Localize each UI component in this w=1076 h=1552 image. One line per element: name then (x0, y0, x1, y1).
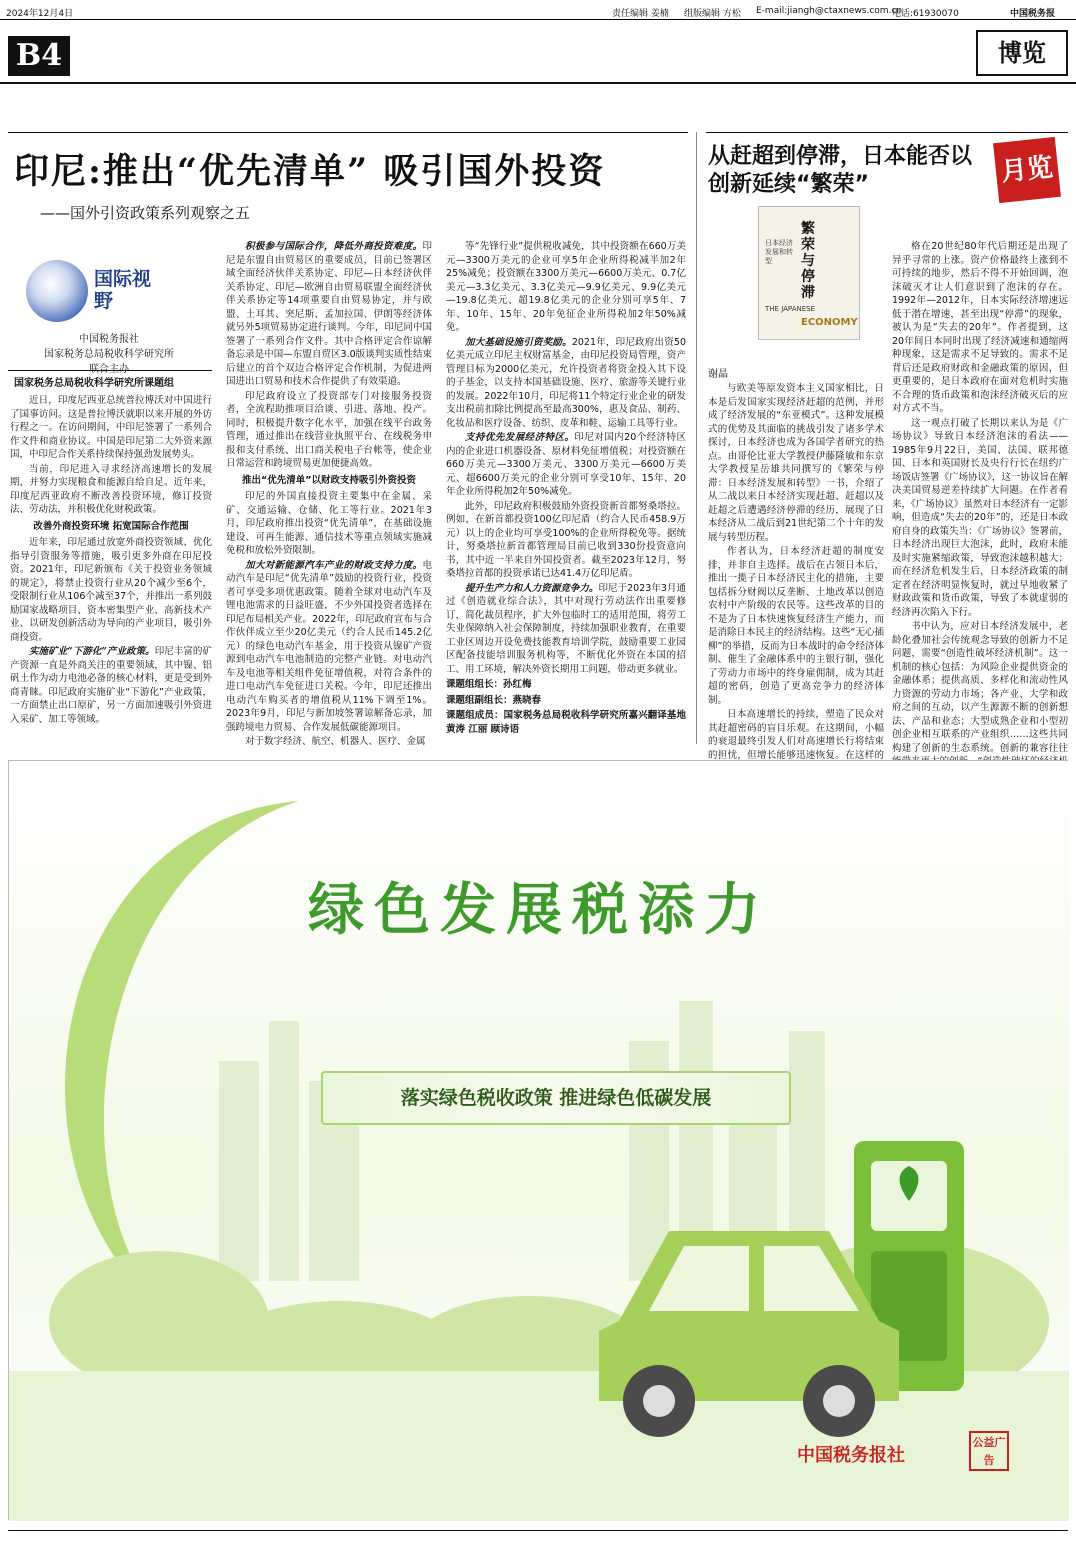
paragraph: 此外，印尼政府积极鼓励外资投资新首都努桑塔拉。例如，在新首都投资100亿印尼盾（约合人民币458.9万元）以上的企业均可享受100%的企业所得税免等。据统计，努桑塔拉新首都管理局目前已收到330份投资意向书，其中近一半来自外国投资者。截至2023年12月，努桑塔拉首都的投资承诺已达41.4万亿印尼盾。 (446, 500, 686, 579)
editor: 责任编辑 姜楠 (612, 9, 669, 19)
bottom-rule (8, 1530, 1068, 1531)
public-service-ad (8, 760, 1068, 1520)
email: E-mail:jiangh@ctaxnews.com.cn (756, 6, 903, 16)
column-stamp: 月览 (993, 137, 1061, 203)
layout-editor: 组版编辑 方松 (684, 9, 741, 19)
paragraph: 印尼的外国直接投资主要集中在金属、采矿、交通运输、仓储、化工等行业。2021年3月，印尼政府推出投资“优先清单”，在基础设施建设、可再生能源、通信技术等重点领域实施减免税和放松外资限制。 (226, 491, 432, 556)
lead-text: 积极参与国际合作，降低外商投资难度。 (245, 241, 423, 252)
page-number: B4 (8, 36, 70, 76)
ad-slogan: 落实绿色税收政策 推进绿色低碳发展 (321, 1071, 791, 1125)
article1-col3 (446, 240, 686, 744)
org-2: 国家税务总局税收科学研究所 (44, 349, 174, 360)
paper-name: 中国税务报 (1010, 9, 1056, 19)
credit-leader: 课题组组长：孙红梅 (446, 679, 532, 690)
ad-seal: 公益广告 (969, 1431, 1009, 1471)
top-rule-right (706, 132, 1068, 133)
header-bar (0, 0, 1076, 20)
byline: 国家税务总局税收科学研究所课题组 (14, 378, 174, 389)
lead-text: 支持优先发展经济特区。 (465, 432, 575, 443)
section-heading: 改善外商投资环境 拓宽国际合作范围 (33, 520, 189, 532)
paragraph: 对于数字经济、航空、机器人、医疗、金属 (245, 736, 426, 747)
para-text: 印尼是东盟自由贸易区的重要成员，目前已签署区域全面经济伙伴关系协定、印尼—日本经济伙伴关系协定、印尼—欧洲自由贸易联盟全面经济伙伴关系协定等14项重要自由贸易协定，并与欧盟、土耳其、突尼斯、孟加拉国、伊朗等经济体就另外5项贸易协定进行谈判。今年，印尼同中国签署了一系列合作文件。其中合格评定合作谅解备忘录是中国—东盟自贸区3.0版谈判实质性结束后建立的首个双边合格评定合作机制，为促进两国进出口贸易和技术合作提供了有效渠道。 (226, 241, 432, 387)
org-1: 中国税务报社 (79, 334, 139, 345)
masthead (0, 22, 1076, 84)
paragraph (446, 582, 686, 677)
para-text: 印尼丰富的矿产资源一直是外商关注的重要领域，其中镍、铝矾土作为动力电池必备的核心材料，更是受到外商青睐。印尼政府实施矿业“下游化”产业政策，一方面禁止出口原矿，另一方面加速吸引外资进入采矿、加工等领域。 (10, 646, 212, 725)
review-author: 谢晶 (708, 369, 728, 380)
paragraph (226, 240, 432, 389)
paragraph: 书中认为，应对日本经济发展中，老龄化叠加社会传统观念导致的创新力不足问题，需要“创造性破坏经济机制”。这一机制的核心包括：为风险企业提供资金的金融体系；提供高质、多样化和流动性风力资源的劳动力市场；各产业、大学和政府之间的互动，以产生源源不断的创新想法、产品和业态；大型成熟企业和小型初创企业相互联系的产业组织……这些共同构建了创新的生态系统。创新的兼容往往 (892, 621, 1068, 754)
paragraph: 等“先锋行业”提供税收减免，其中投资额在660万美元—3300万美元的企业可享5年企业所得税减半加2年25%减免；投资额在3300万美元—6600万美元、0.7亿美元—3.3亿美元、3.3亿美元—9.9亿美元、9.9亿美元—19.8亿美元、超19.8亿美元的企业分别可享5年、7年、10年、15年、20年免征企业所得税加2年50%减免。 (446, 241, 686, 333)
column-divider (696, 132, 697, 744)
article-title: 印尼:推出“优先清单” 吸引国外投资 (14, 151, 606, 192)
paragraph (226, 559, 432, 735)
lead-text: 加大基础设施引资奖励。 (465, 336, 572, 348)
paragraph: 与欧美等原发资本主义国家相比，日本是后发国家实现经济赶超的范例，并形成了经济发展的“东亚模式”。这种发展模式的优势及其面临的挑战引发了诸多学术探讨，日本经济也成为各国学者研究的热点。由哥伦比亚大学教授伊藤隆敏和东京大学教授星岳雄共同撰写的《繁荣与停滞：日本经济发展和转型》一书，介绍了从二战以来日本经济实现赶超、赶超以及赶超之后遭遇经济停滞的经历，展现了日本经济从二战后到21世纪第二个十年的发展与转型历程。 (708, 383, 884, 543)
top-rule (8, 132, 688, 133)
lead-text: 实施矿业“下游化”产业政策。 (29, 646, 155, 657)
ad-title: 绿色发展税添力 (308, 877, 770, 943)
issue-date: 2024年12月4日 (6, 9, 74, 19)
globe-icon (26, 260, 88, 322)
section-heading: 推出“优先清单”以财政支持吸引外资投资 (242, 474, 416, 486)
book-subtitle: 日本经济发展和转型 (765, 239, 793, 265)
logo-text: 国际视野 (94, 268, 152, 312)
byline-rule (8, 370, 212, 371)
paragraph (446, 336, 686, 431)
book-en-title-2: ECONOMY (801, 317, 858, 328)
para-text: 印尼于2023年3月通过《创造就业综合法》，其中对现行劳动法作出重要修订，简化裁员程序，扩大外包临时工的适用范围，将劳工失业保障纳入社会保障制度，持续加强职业教育，在重要工业区周边开设免费技能教育培训学院，鼓励重要工业园区配备技能培训服务机构等，不断优化外资在本国的招工、用工环境，解决外资长期用工问题，带动更多就业。 (446, 582, 686, 675)
para-text: 印尼对国内20个经济特区内的企业进口机器设备、原材料免征增值税；对投资额在660万美元—3300万美元、3300万美元—6600万美元、超6600万美元的企业分别可享受10年、15年、20年企业所得税加2年50%减免。 (446, 432, 686, 497)
article2-col2 (892, 240, 1068, 754)
paragraph: 日本高速增长的持续，塑造了民众对其赶超密码的盲目乐观。在这期间，小幅的衰退最终引发人们对高速增长行将结束的担忧，但增长能够迅速恢复。在这样的 (708, 709, 884, 761)
paragraph: 这一观点打破了长期以来认为是《广场协议》导致日本经济泡沫的看法——1985年9月22日，美国、法国、联邦德国、日本和英国财长及央行行长在纽约广场饭店签署《广场协议》，这一协议旨在解决美国贸易逆差持续扩大问题。在作者看来，《广场协议》虽然对日本经济有一定影响，但造成“失去的20年”的，还是日本政府自身的政策失当：《广场协议》签署前，日本经济出现巨大泡沫，此时，政府未能及时实施紧缩政策，导致泡沫越积越大；而在经济危机发生后，日本经济政策的制定者在经济明显恢复时，就过早地收紧了财政政策和货币政策，导致了本就虚弱的经济再次陷入下行。 (892, 417, 1068, 618)
paragraph (446, 431, 686, 499)
paragraph: 当前，印尼进入寻求经济高速增长的发展期，并努力实现粮食和能源自给自足。近年来，印度尼西亚政府不断改善投资环境，修订投资法、劳动法，并积极优化财税政策。 (10, 463, 212, 515)
para-text: 2021年，印尼政府出资50亿美元成立印尼主权财富基金，由印尼投资局管理，资产管理目标为2000亿美元，允许投资者将资金投入其下设的子基金，以支持本国基础设施、医疗、旅游等关键行业的发展。2022年10月，印尼将11个特定行业企业的研发支出税前扣除比例提高至最高300%，惠及食品、制药、化妆品和医疗设备、纺织、皮革和鞋、运输工具等行业。 (446, 336, 686, 429)
credit-members: 课题组成员：国家税务总局税收科学研究所嘉兴翻译基地 黄涛 江丽 顾诗语 (446, 710, 686, 735)
lead-text: 加大对新能源汽车产业的财政支持力度。 (245, 559, 423, 571)
para-text: 电动汽车是印尼“优先清单”鼓励的投资行业，投资者可享受多项优惠政策。随着全球对电动汽车及锂电池需求的日益旺盛，不少外国投资者选择在印尼布局相关产业。2022年，印尼政府宣布与合作伙伴成立至少20亿美元（约合人民币145.2亿元）的绿色电动汽车基金，用于投资从镍矿产资源到电动汽车电池制造的完整产业链。对电动汽车及电池等相关组件免征增值税，对符合条件的进口电动汽车免征进口关税。今年，印尼还推出电动汽车购买者的增值税从11%下调至1%。2023年9月，印尼与新加坡签署谅解备忘录，加强跨境电力贸易、合作发展低碳能源项目。 (226, 559, 432, 733)
review-title: 从赶超到停滞，日本能否以创新延续“繁荣” (708, 144, 973, 197)
paragraph: 作者认为，日本经济赶超的制度安排，并非自主选择。战后在占领日本后，推出一揽子日本经济民主化的措施，主要包括拆分财阀以反垄断、土地改革以创造农村中产阶级的农民等。这些改革的目的不是为了日本快速恢复经济生产能力，而是消除日本民主的经济结构。这些“无心插柳”的举措，反而为日本战时的命令经济体制、催生了金融体系中的主银行制，强化了劳动力市场中的终身雇佣制，成为其赶超的密码，创造了更高竞争力的经济体制。 (708, 546, 884, 706)
phone: 电话:61930070 (892, 9, 959, 19)
lead-text: 提升生产力和人力资源竞争力。 (465, 582, 599, 594)
article-subtitle: ——国外引资政策系列观察之五 (40, 204, 251, 222)
credit-deputy: 课题组副组长：燕晓春 (446, 694, 542, 706)
section-name: 博览 (976, 30, 1068, 76)
article1-col2 (226, 240, 432, 747)
book-title: 繁荣与停滞 (801, 221, 815, 301)
column-logo (14, 250, 204, 326)
paragraph: 格在20世纪80年代后期还是出现了异乎寻常的上涨。资产价格最终上涨到不可持续的地步，然后不得不开始回调，泡沫破灭才让人们意识到了泡沫的存在。1992年—2012年，日本实际经济增速远低于潜在增速，甚至出现“停滞”的现象，被认为是“失去的20年”。作者提到，这20年间日本同时出现了经济减速和通缩两种现象，这是需求不足导致的。需求不足背后还是政府财政和金融政策的原因，但更重要的，是日本政府在面对危机时实施不合理的货币政策和泡沫经济破灭后的应对方式不当。 (892, 241, 1068, 414)
paragraph: 近日，印度尼西亚总统普拉博沃对中国进行了国事访问。这是普拉博沃就职以来开展的外访行程之一。在访问期间，中印尼签署了一系列合作文件和商业协议。中国是印尼第二大外资来源国，中印尼合作关系持续保持强劲发展势头。 (10, 395, 212, 460)
book-cover (758, 206, 860, 340)
paragraph: 印尼政府设立了投资部专门对接服务投资者，全流程助推项目洽谈、引进、落地、投产。同时，积极提升数字化水平，加强在线平台政务管理，通过推出在线营业执照平台、在线税务申报和支付系统、出口商关税电子台帐等，使企业日常运营和跨境贸易更加便捷高效。 (226, 390, 432, 469)
paragraph: 近年来，印尼通过放宽外商投资领域、优化指导引资服务等措施，吸引更多外商在印尼投资。2021年，印尼新颁布《关于投资业务领域的规定》，将禁止投资行业从20个减少至6个，受限制行业从106个减至37个，并推出一系列鼓励国家战略项目、资本密集型产业、高新技术产业、以研发创新活动为导向的产业项目，吸引外商投资。 (10, 537, 212, 643)
paragraph (10, 645, 212, 726)
article1-col1 (10, 394, 212, 744)
article2-col1 (708, 382, 884, 761)
book-en-title: THE JAPANESE (765, 305, 816, 313)
ad-publisher: 中国税务报社 (797, 1445, 905, 1466)
